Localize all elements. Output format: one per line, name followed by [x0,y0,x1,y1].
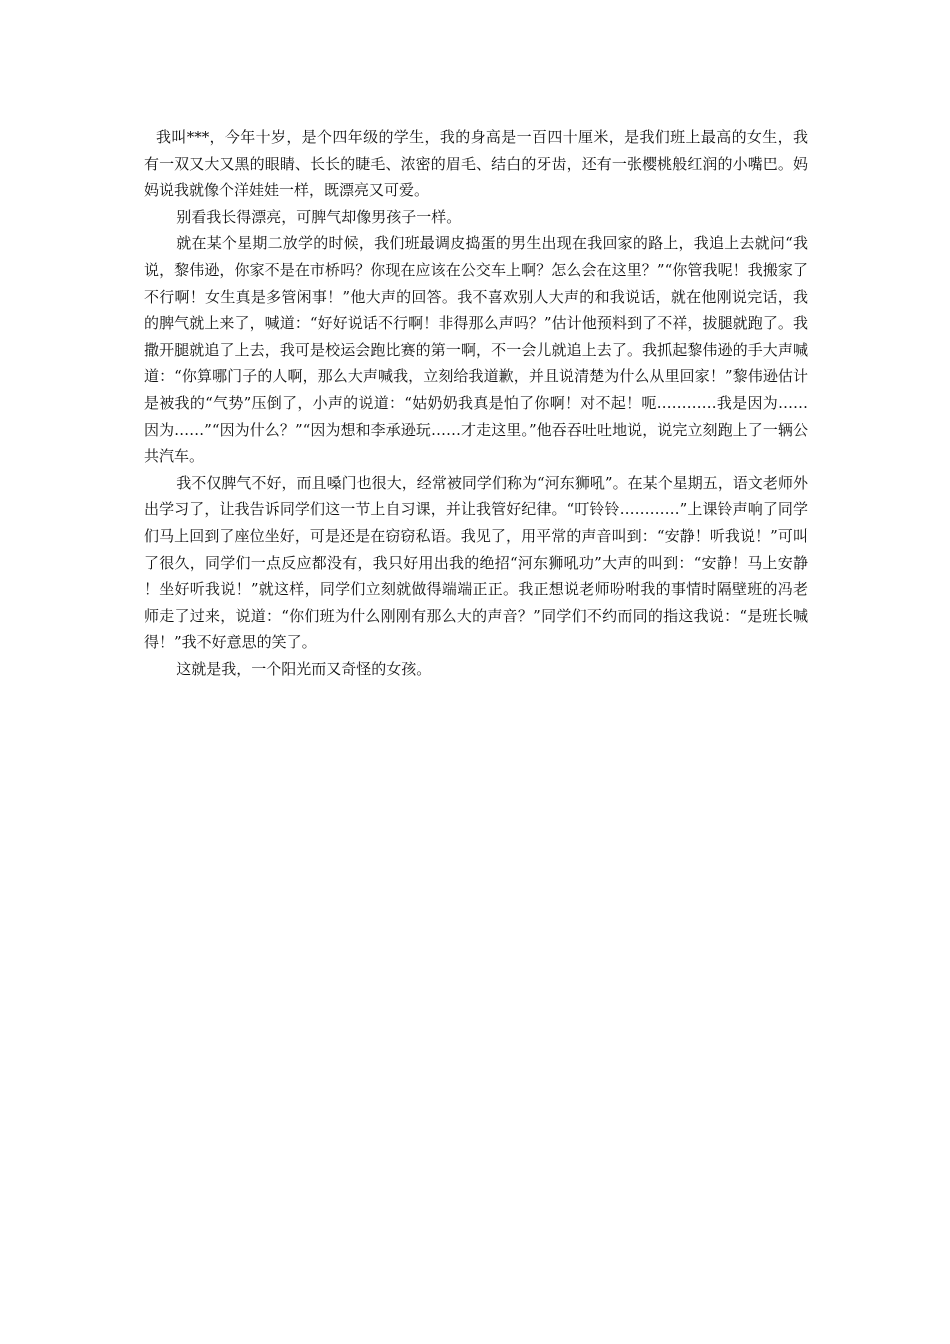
paragraph-loud-voice: 我不仅脾气不好，而且嗓门也很大，经常被同学们称为“河东狮吼”。在某个星期五，语文老师外出学习了，让我告诉同学们这一节上自习课，并让我管好纪律。“叮铃铃…………”上课铃声响了同学们马上回到了座位坐好，可是还是在窃窃私语。我见了，用平常的声音叫到：“安静！听我说！”可叫了很久，同学们一点反应都没有，我只好用出我的绝招“河东狮吼功”大声的叫到：“安静！马上安静！坐好听我说！”就这样，同学们立刻就做得端端正正。我正想说老师吩咐我的事情时隔壁班的冯老师走了过来，说道：“你们班为什么刚刚有那么大的声音？”同学们不约而同的指这我说：“是班长喊得！”我不好意思的笑了。 [144,473,808,652]
paragraph-chase-story: 就在某个星期二放学的时候，我们班最调皮捣蛋的男生出现在我回家的路上，我追上去就问“我说，黎伟逊，你家不是在市桥吗？你现在应该在公交车上啊？怎么会在这里？”“你管我呢！我搬家了不行啊！女生真是多管闲事！”他大声的回答。我不喜欢别人大声的和我说话，就在他刚说完话，我的脾气就上来了，喊道：“好好说话不行啊！非得那么声吗？”估计他预料到了不祥，拔腿就跑了。我撒开腿就追了上去，我可是校运会跑比赛的第一啊，不一会儿就追上去了。我抓起黎伟逊的手大声喊道：“你算哪门子的人啊，那么大声喊我，立刻给我道歉，并且说清楚为什么从里回家！”黎伟逊估计是被我的“气势”压倒了，小声的说道：“姑奶奶我真是怕了你啊！对不起！呃…………我是因为……因为……”“因为什么？”“因为想和李承逊玩……才走这里。”他吞吞吐吐地说，说完立刻跑上了一辆公共汽车。 [144,234,808,466]
paragraph-temper: 别看我长得漂亮，可脾气却像男孩子一样。 [176,207,462,226]
document-body [144,124,808,682]
paragraph-intro: 我叫***，今年十岁，是个四年级的学生，我的身高是一百四十厘米，是我们班上最高的女生，我有一双又大又黑的眼睛、长长的睫毛、浓密的眉毛、结白的牙齿，还有一张樱桃般红润的小嘴巴。妈妈说我就像个洋娃娃一样，既漂亮又可爱。 [144,128,808,200]
paragraph-conclusion: 这就是我，一个阳光而又奇怪的女孩。 [176,659,432,678]
